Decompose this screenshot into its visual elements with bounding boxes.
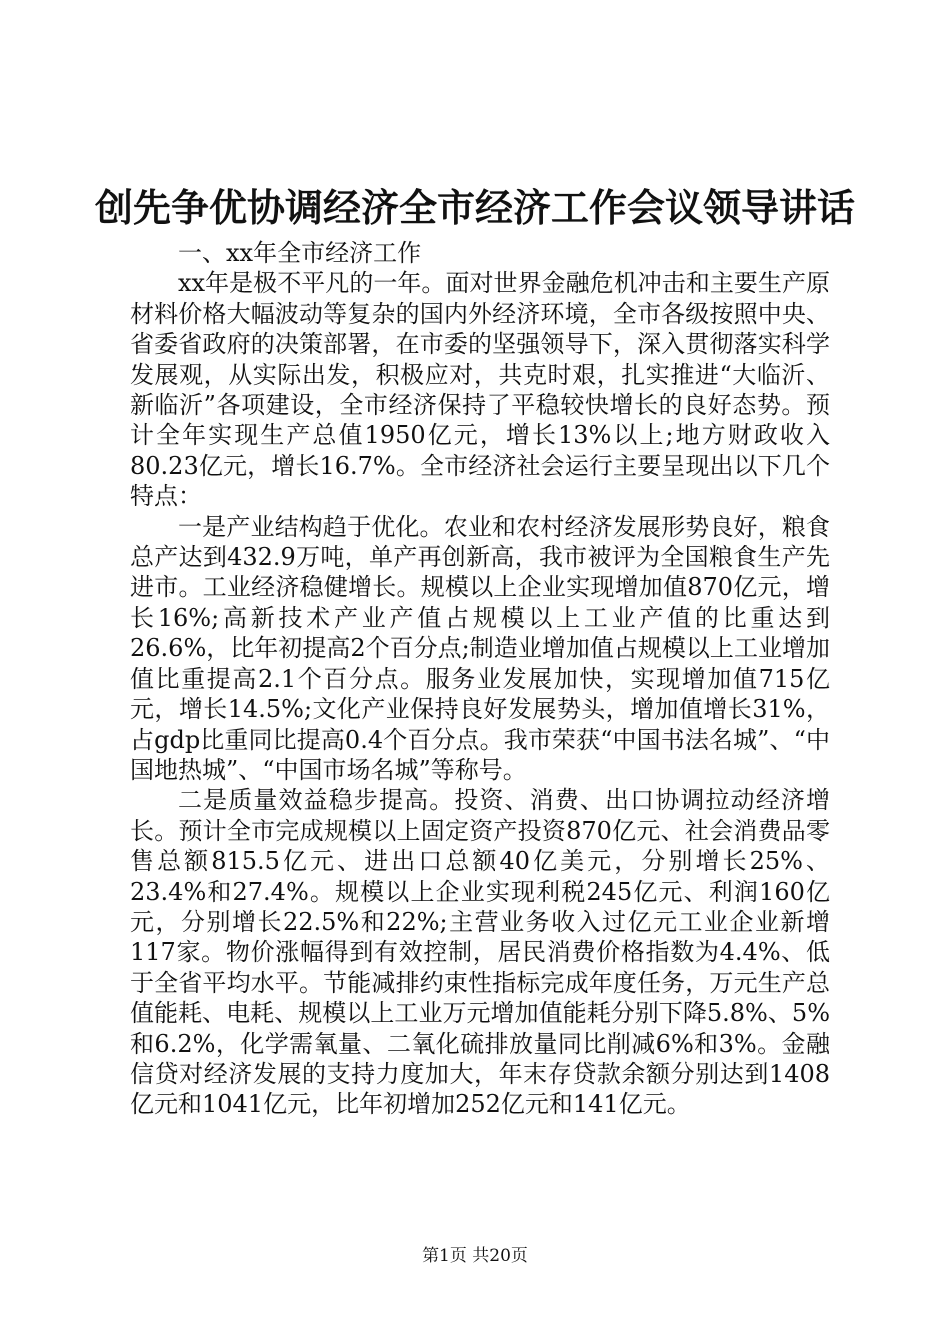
paragraph-industry-structure: 一是产业结构趋于优化。农业和农村经济发展形势良好，粮食总产达到432.9万吨，单产再创新高，我市被评为全国粮食生产先进市。工业经济稳健增长。规模以上企业实现增加值870亿元，增长16%;高新技术产业产值占规模以上工业产值的比重达到26.6%，比年初提高2个百分点;制造业增加值占规模以上工业增加值比重提高2.1个百分点。服务业发展加快，实现增加值715亿元，增长14.5%;文化产业保持良好发展势头，增加值增长31%，占gdp比重同比提高0.4个百分点。我市荣获“中国书法名城”、“中国地热城”、“中国市场名城”等称号。 [130, 512, 830, 784]
document-body [130, 238, 830, 1120]
paragraph-intro: xx年是极不平凡的一年。面对世界金融危机冲击和主要生产原材料价格大幅波动等复杂的国内外经济环境，全市各级按照中央、省委省政府的决策部署，在市委的坚强领导下，深入贯彻落实科学发展观，从实际出发，积极应对，共克时艰，扎实推进“大临沂、新临沂”各项建设，全市经济保持了平稳较快增长的良好态势。预计全年实现生产总值1950亿元，增长13%以上;地方财政收入80.23亿元，增长16.7%。全市经济社会运行主要呈现出以下几个特点： [130, 269, 830, 511]
paragraph-quality-efficiency: 二是质量效益稳步提高。投资、消费、出口协调拉动经济增长。预计全市完成规模以上固定资产投资870亿元、社会消费品零售总额815.5亿元、进出口总额40亿美元，分别增长25%、23.4%和27.4%。规模以上企业实现利税245亿元、利润160亿元，分别增长22.5%和22%;主营业务收入过亿元工业企业新增117家。物价涨幅得到有效控制，居民消费价格指数为4.4%、低于全省平均水平。节能减排约束性指标完成年度任务，万元生产总值能耗、电耗、规模以上工业万元增加值能耗分别下降5.8%、5%和6.2%，化学需氧量、二氧化硫排放量同比削减6%和3%。金融信贷对经济发展的支持力度加大，年末存贷款余额分别达到1408亿元和1041亿元，比年初增加252亿元和141亿元。 [130, 786, 830, 1119]
section-heading: 一、xx年全市经济工作 [178, 239, 422, 267]
page-number-footer: 第1页 共20页 [422, 1246, 528, 1266]
document-title: 创先争优协调经济全市经济工作会议领导讲话 [94, 185, 855, 230]
